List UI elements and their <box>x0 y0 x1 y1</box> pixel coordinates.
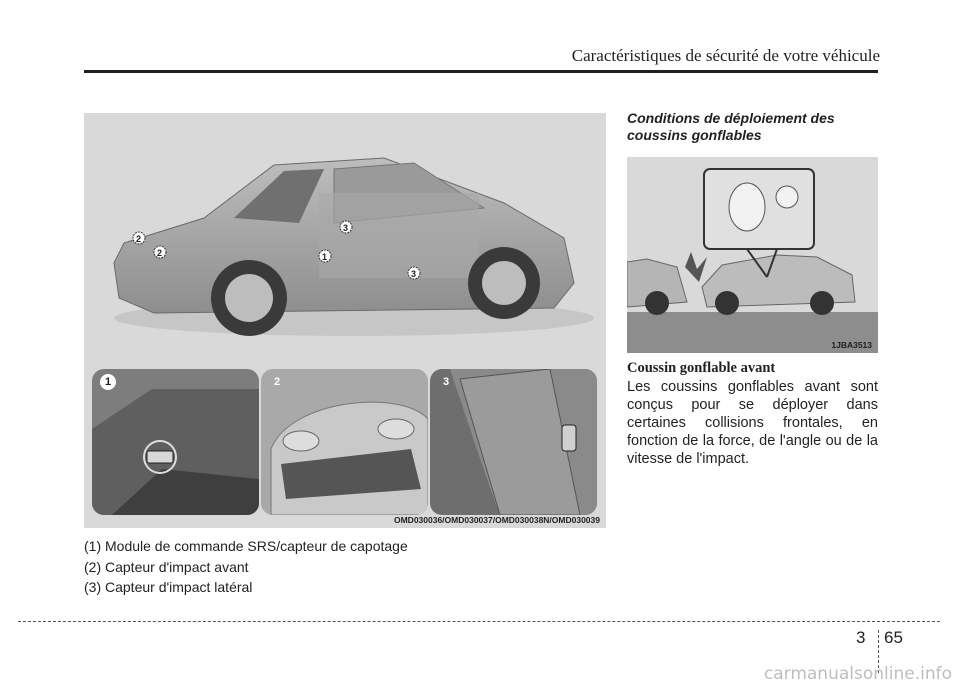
figure-code: OMD030036/OMD030037/OMD030038N/OMD030039 <box>393 515 600 525</box>
caption-1: (1) Module de commande SRS/capteur de capotage <box>84 538 408 554</box>
caption-3: (3) Capteur d'impact latéral <box>84 579 253 595</box>
sensor-location-figure <box>84 113 606 528</box>
page-number: 65 <box>884 628 903 647</box>
page-header-title: Caractéristiques de sécurité de votre véhicule <box>571 46 880 65</box>
inset-side-sensor <box>430 369 597 515</box>
inset-front-sensor <box>261 369 428 515</box>
marker-3a: 3 <box>343 223 349 233</box>
car-illustration <box>84 113 606 369</box>
subheading-front-airbag: Coussin gonflable avant <box>627 360 776 376</box>
inset-control-module <box>92 369 259 515</box>
inset-number-2: 2 <box>273 376 281 388</box>
marker-2a: 2 <box>136 234 142 244</box>
marker-3b: 3 <box>411 269 417 279</box>
watermark: carmanualsonline.info <box>763 664 952 684</box>
footer-rule <box>18 621 940 622</box>
collision-figure <box>627 157 878 353</box>
marker-1: 1 <box>322 252 328 262</box>
header-rule <box>84 70 878 73</box>
chapter-number: 3 <box>856 628 866 647</box>
marker-2b: 2 <box>157 248 163 258</box>
body-paragraph: Les coussins gonflables avant sont conçus pour se déployer dans certaines collisions frontales, en fonction de la force, de l'angle ou de la vitesse de l'impact. <box>627 379 878 467</box>
collision-figure-code: 1JBA3513 <box>831 340 872 350</box>
collision-illustration <box>627 157 878 353</box>
inset-number-3: 3 <box>442 376 450 388</box>
caption-2: (2) Capteur d'impact avant <box>84 559 249 575</box>
inset-number-1: 1 <box>100 374 116 390</box>
section-title: Conditions de déploiement des coussins gonflables <box>627 110 835 143</box>
